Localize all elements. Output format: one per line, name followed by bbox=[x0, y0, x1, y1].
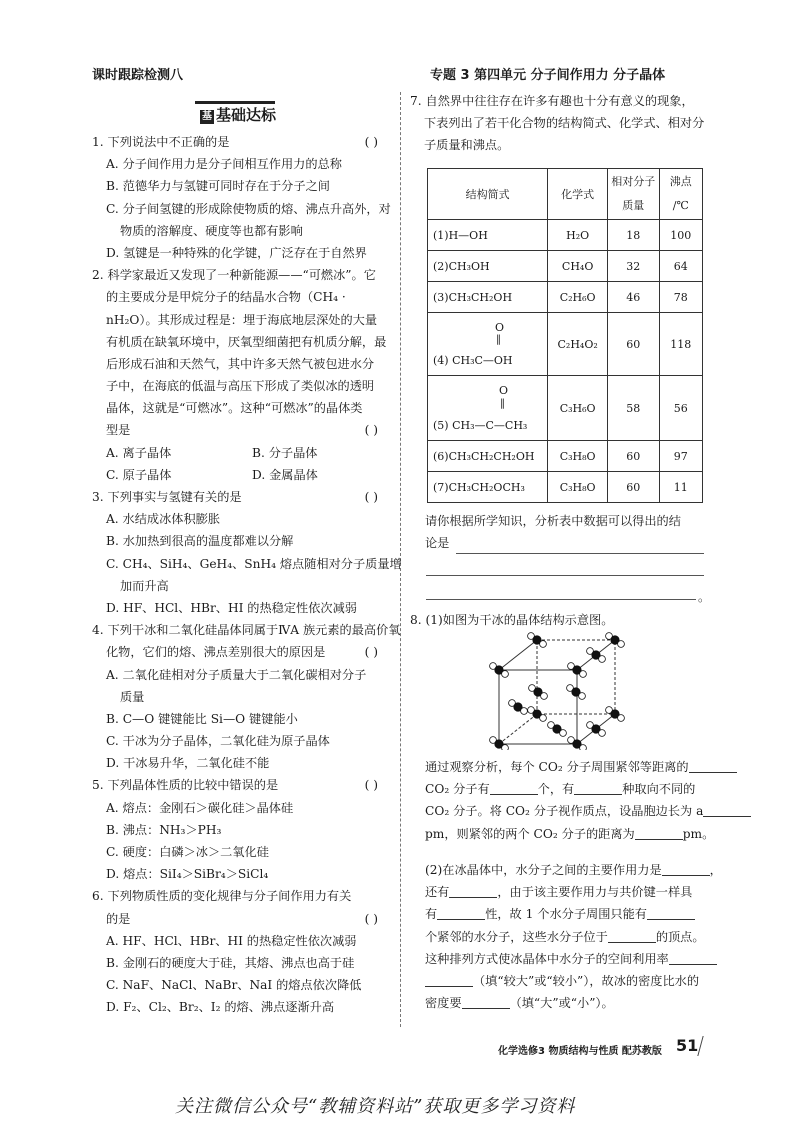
q8-line bbox=[425, 800, 710, 822]
q7-intro-line: 7. 自然界中往往存在许多有趣也十分有意义的现象， bbox=[410, 94, 694, 108]
line-text: B. 范德华力与氢键可同时存在于分子之间 bbox=[106, 179, 330, 194]
question-line bbox=[92, 486, 388, 508]
q7-intro-line: 子质量和沸点。 bbox=[424, 138, 510, 153]
table-cell: 97 bbox=[659, 441, 702, 472]
question-line bbox=[92, 908, 388, 930]
line-text: 通过观察分析，每个 CO₂ 分子周围紧邻等距离的 bbox=[425, 760, 689, 774]
q8-line bbox=[425, 778, 710, 800]
co2-molecule bbox=[548, 722, 567, 737]
end-mark: 。 bbox=[698, 590, 711, 604]
q8-line bbox=[425, 970, 710, 992]
line-text: 晶体，这就是“可燃冰”。这种“可燃冰”的晶体类 bbox=[106, 401, 363, 416]
q8-line bbox=[425, 859, 722, 881]
question-line bbox=[92, 996, 388, 1018]
line-text: 4. 下列干冰和二氧化硅晶体同属于ⅣA 族元素的最高价氧 bbox=[92, 623, 401, 638]
line-text: C. NaF、NaCl、NaBr、NaI 的熔点依次降低 bbox=[106, 978, 362, 993]
question-line bbox=[92, 664, 388, 686]
q8-line bbox=[425, 926, 710, 948]
line-text: B. 沸点：NH₃＞PH₃ bbox=[106, 822, 222, 837]
answer-blank bbox=[669, 950, 717, 965]
dry-ice-crystal-diagram bbox=[487, 632, 627, 750]
answer-blank bbox=[703, 802, 751, 817]
question-line bbox=[92, 885, 388, 907]
line-text: D. HF、HCl、HBr、HI 的热稳定性依次减弱 bbox=[106, 600, 357, 615]
line-text: D. 干冰易升华，二氧化硅不能 bbox=[106, 756, 270, 771]
table-cell: C₂H₆O bbox=[548, 282, 608, 313]
line-text: （填“较大”或“较小”），故冰的密度比水的 bbox=[473, 973, 700, 988]
table-cell: 78 bbox=[659, 282, 702, 313]
question-line bbox=[92, 597, 388, 619]
answer-paren: ( ) bbox=[364, 911, 378, 926]
footer-slash bbox=[697, 1036, 703, 1056]
table-row bbox=[428, 251, 703, 282]
option-text: D. 金属晶体 bbox=[252, 467, 318, 482]
table-cell: C₃H₆O bbox=[548, 376, 608, 441]
q8-part2 bbox=[425, 859, 722, 1014]
line-text: 子中，在海底的低温与高压下形成了类似冰的透明 bbox=[106, 379, 375, 394]
line-text: 2. 科学家最近又发现了一种新能源——“可燃冰”。它 bbox=[92, 268, 376, 283]
question-line bbox=[92, 863, 388, 885]
footer-text: 化学选修3 物质结构与性质 配苏教版 bbox=[498, 1046, 662, 1057]
table-cell: 18 bbox=[607, 220, 659, 251]
option-text: B. 分子晶体 bbox=[252, 445, 318, 460]
question-line bbox=[92, 153, 388, 175]
left-column bbox=[92, 131, 402, 1019]
question-line bbox=[92, 730, 388, 752]
question-line bbox=[92, 619, 401, 641]
q8-line bbox=[425, 756, 710, 778]
table-header: 沸点 /℃ bbox=[659, 169, 702, 220]
line-text: 还有 bbox=[425, 885, 450, 900]
question-line bbox=[92, 752, 388, 774]
answer-blank bbox=[635, 825, 683, 840]
line-text: CO₂ 分子有 bbox=[425, 782, 490, 797]
question-line bbox=[92, 774, 388, 796]
line-text: 有 bbox=[425, 907, 438, 922]
table-cell bbox=[428, 376, 548, 441]
question-line bbox=[92, 419, 388, 441]
line-text: C. 干冰为分子晶体，二氧化硅为原子晶体 bbox=[106, 734, 330, 749]
question-line bbox=[92, 708, 388, 730]
line-text: 的主要成分是甲烷分子的结晶水合物（CH₄ · bbox=[106, 290, 346, 305]
line-text: CO₂ 分子。将 CO₂ 分子视作质点，设晶胞边长为 a bbox=[425, 804, 704, 819]
line-text: 加而升高 bbox=[120, 578, 169, 593]
table-cell: 56 bbox=[659, 376, 702, 441]
line-text: D. 熔点：SiI₄＞SiBr₄＞SiCl₄ bbox=[106, 867, 269, 882]
q7-question bbox=[425, 510, 710, 554]
answer-blank bbox=[689, 758, 737, 773]
co2-molecule bbox=[529, 685, 548, 700]
q7-intro-line: 下表列出了若干化合物的结构简式、化学式、相对分 bbox=[424, 116, 705, 131]
line-text: 性，故 1 个水分子周围只能有 bbox=[485, 907, 647, 922]
line-text: 个紧邻的水分子，这些水分子位于 bbox=[425, 929, 608, 944]
answer-line bbox=[426, 599, 696, 600]
question-line bbox=[92, 397, 388, 419]
answer-paren: ( ) bbox=[364, 490, 378, 504]
answer-blank bbox=[662, 861, 710, 876]
line-text: A. 分子间作用力是分子间相互作用力的总称 bbox=[106, 157, 342, 172]
line-text: 6. 下列物质性质的变化规律与分子间作用力有关 bbox=[92, 889, 352, 904]
table-row bbox=[428, 376, 703, 441]
table-row bbox=[428, 220, 703, 251]
line-text: nH₂O）。其形成过程是：埋于海底地层深处的大量 bbox=[106, 312, 378, 327]
line-text: C. 分子间氢键的形成除使物质的熔、沸点升高外，对 bbox=[106, 201, 391, 216]
formula: (4) CH₃C—OH bbox=[433, 354, 513, 367]
line-text: 的顶点。 bbox=[655, 929, 705, 944]
question-line bbox=[92, 553, 402, 575]
table-cell: 118 bbox=[659, 313, 702, 376]
answer-blank bbox=[449, 883, 497, 898]
q7-ask-line: 请你根据所学知识，分析表中数据可以得出的结 bbox=[425, 514, 681, 528]
question-line bbox=[92, 309, 388, 331]
formula: (5) CH₃—C—CH₃ bbox=[433, 419, 528, 432]
question-line bbox=[92, 198, 391, 220]
line-text: 的是 bbox=[106, 911, 131, 926]
table-cell: 64 bbox=[659, 251, 702, 282]
answer-blank bbox=[608, 928, 656, 943]
table-cell: 100 bbox=[659, 220, 702, 251]
question-line bbox=[92, 264, 388, 286]
line-text: 后形成石油和天然气，其中许多天然气被包进水分 bbox=[106, 356, 375, 371]
table-cell: 60 bbox=[607, 472, 659, 503]
table-cell: (1)H—OH bbox=[428, 220, 548, 251]
double-bond: ‖ bbox=[500, 398, 505, 409]
line-text: 密度要 bbox=[425, 996, 462, 1011]
line-text: （填“大”或“小”）。 bbox=[509, 996, 614, 1011]
answer-paren: ( ) bbox=[364, 778, 378, 793]
question-line bbox=[92, 530, 388, 552]
line-text: 1. 下列说法中不正确的是 bbox=[92, 135, 230, 149]
line-text: A. 离子晶体 bbox=[106, 445, 172, 460]
line-text: 种取向不同的 bbox=[622, 782, 696, 797]
question-line bbox=[92, 286, 388, 308]
question-line bbox=[92, 242, 388, 264]
question-line bbox=[92, 797, 388, 819]
question-line bbox=[92, 353, 388, 375]
table-cell: C₃H₈O bbox=[548, 472, 608, 503]
table-header: 化学式 bbox=[548, 169, 608, 220]
line-text: (2)在冰晶体中，水分子之间的主要作用力是 bbox=[425, 863, 662, 877]
answer-paren: ( ) bbox=[364, 135, 378, 149]
line-text: A. 熔点：金刚石＞碳化硅＞晶体硅 bbox=[106, 800, 294, 815]
answer-blank bbox=[437, 905, 485, 920]
line-text: A. 二氧化硅相对分子质量大于二氧化碳相对分子 bbox=[106, 667, 367, 682]
co2-molecule bbox=[567, 685, 586, 700]
table-row bbox=[428, 472, 703, 503]
question-line bbox=[92, 974, 388, 996]
handwritten-note: 关注微信公众号“教辅资料站”获取更多学习资料 bbox=[175, 1096, 576, 1117]
line-text: C. CH₄、SiH₄、GeH₄、SnH₄ 熔点随相对分子质量增 bbox=[106, 556, 402, 571]
table-cell: 46 bbox=[607, 282, 659, 313]
header-right: 专题 3 第四单元 分子间作用力 分子晶体 bbox=[430, 68, 666, 83]
table-header: 结构简式 bbox=[428, 169, 548, 220]
question-line bbox=[92, 131, 388, 153]
table-cell bbox=[428, 313, 548, 376]
table-cell: 60 bbox=[607, 441, 659, 472]
answer-paren: ( ) bbox=[364, 423, 378, 438]
answer-blank bbox=[425, 972, 473, 987]
carbonyl-o: O bbox=[499, 384, 509, 397]
line-text: A. HF、HCl、HBr、HI 的热稳定性依次减弱 bbox=[106, 933, 357, 948]
question-line bbox=[92, 641, 388, 663]
q7-intro bbox=[410, 90, 710, 157]
double-bond: ‖ bbox=[496, 334, 501, 345]
question-line bbox=[92, 375, 388, 397]
q8-head: 8. (1)如图为干冰的晶体结构示意图。 bbox=[410, 613, 614, 627]
answer-line bbox=[456, 553, 704, 554]
carbonyl-o: O bbox=[495, 321, 505, 334]
table-cell: CH₄O bbox=[548, 251, 608, 282]
table-cell: (2)CH₃OH bbox=[428, 251, 548, 282]
question-line bbox=[92, 508, 388, 530]
line-text: A. 水结成冰体积膨胀 bbox=[106, 512, 221, 527]
line-text: C. 原子晶体 bbox=[106, 467, 172, 482]
question-line bbox=[92, 686, 388, 708]
question-line bbox=[92, 175, 388, 197]
answer-paren: ( ) bbox=[364, 645, 378, 660]
line-text: 3. 下列事实与氢键有关的是 bbox=[92, 490, 242, 504]
line-text: 个，有 bbox=[537, 782, 575, 797]
line-text: 质量 bbox=[120, 689, 145, 704]
line-text: B. C—O 键键能比 Si—O 键键能小 bbox=[106, 711, 298, 726]
line-text: D. F₂、Cl₂、Br₂、I₂ 的熔、沸点逐渐升高 bbox=[106, 1000, 335, 1015]
question-line bbox=[92, 442, 388, 464]
table-row bbox=[428, 441, 703, 472]
line-text: D. 氢键是一种特殊的化学键，广泛存在于自然界 bbox=[106, 245, 367, 260]
section-tag-icon: 基 bbox=[202, 111, 212, 122]
q8-line bbox=[425, 903, 710, 925]
answer-line bbox=[426, 575, 704, 576]
line-text: ， bbox=[709, 863, 722, 877]
table-cell: H₂O bbox=[548, 220, 608, 251]
line-text: B. 水加热到很高的温度都难以分解 bbox=[106, 534, 294, 549]
table-cell: (6)CH₃CH₂CH₂OH bbox=[428, 441, 548, 472]
line-text: 型是 bbox=[106, 423, 131, 438]
co2-molecule bbox=[509, 700, 528, 715]
table-cell: C₃H₈O bbox=[548, 441, 608, 472]
table-cell: 32 bbox=[607, 251, 659, 282]
q8-line bbox=[425, 823, 715, 845]
line-text: 这种排列方式使冰晶体中水分子的空间利用率 bbox=[425, 951, 669, 966]
line-text: pm，则紧邻的两个 CO₂ 分子的距离为 bbox=[425, 826, 635, 841]
question-line bbox=[92, 930, 388, 952]
line-text: 有机质在缺氧环境中，厌氧型细菌把有机质分解，最 bbox=[106, 334, 387, 349]
line-text: C. 硬度：白磷＞冰＞二氧化硅 bbox=[106, 845, 269, 859]
line-text: ，由于该主要作用力与共价键一样具 bbox=[497, 885, 693, 900]
table-cell: 58 bbox=[607, 376, 659, 441]
question-line bbox=[92, 220, 388, 242]
answer-blank bbox=[647, 905, 695, 920]
question-line bbox=[92, 841, 388, 863]
line-text: 5. 下列晶体性质的比较中错误的是 bbox=[92, 778, 279, 793]
q8-line bbox=[425, 992, 710, 1014]
compound-table bbox=[427, 168, 703, 503]
header-left: 课时跟踪检测八 bbox=[92, 68, 184, 83]
table-cell: 11 bbox=[659, 472, 702, 503]
question-line bbox=[92, 575, 388, 597]
line-text: pm。 bbox=[682, 826, 715, 841]
question-line bbox=[92, 819, 388, 841]
table-cell: 60 bbox=[607, 313, 659, 376]
q8-part1 bbox=[425, 756, 715, 845]
line-text: 物质的溶解度、硬度等也都有影响 bbox=[120, 223, 303, 238]
answer-blank bbox=[462, 994, 510, 1009]
table-cell: (3)CH₃CH₂OH bbox=[428, 282, 548, 313]
table-header: 相对分子 质量 bbox=[607, 169, 659, 220]
q8-line bbox=[425, 948, 710, 970]
table-row bbox=[428, 282, 703, 313]
question-line bbox=[92, 952, 388, 974]
q8-line bbox=[425, 881, 710, 903]
question-line bbox=[92, 331, 388, 353]
table-row bbox=[428, 313, 703, 376]
line-text: 化物，它们的熔、沸点差别很大的原因是 bbox=[106, 645, 326, 660]
table-cell: (7)CH₃CH₂OCH₃ bbox=[428, 472, 548, 503]
section-title: 基 基础达标 bbox=[202, 106, 277, 124]
answer-blank bbox=[490, 780, 538, 795]
answer-blank bbox=[574, 780, 622, 795]
page-number: 51 bbox=[676, 1036, 699, 1055]
table-cell: C₂H₄O₂ bbox=[548, 313, 608, 376]
question-line bbox=[92, 464, 388, 486]
line-text: B. 金刚石的硬度大于硅，其熔、沸点也高于硅 bbox=[106, 955, 355, 970]
q7-ask-line: 论是 bbox=[425, 536, 450, 551]
